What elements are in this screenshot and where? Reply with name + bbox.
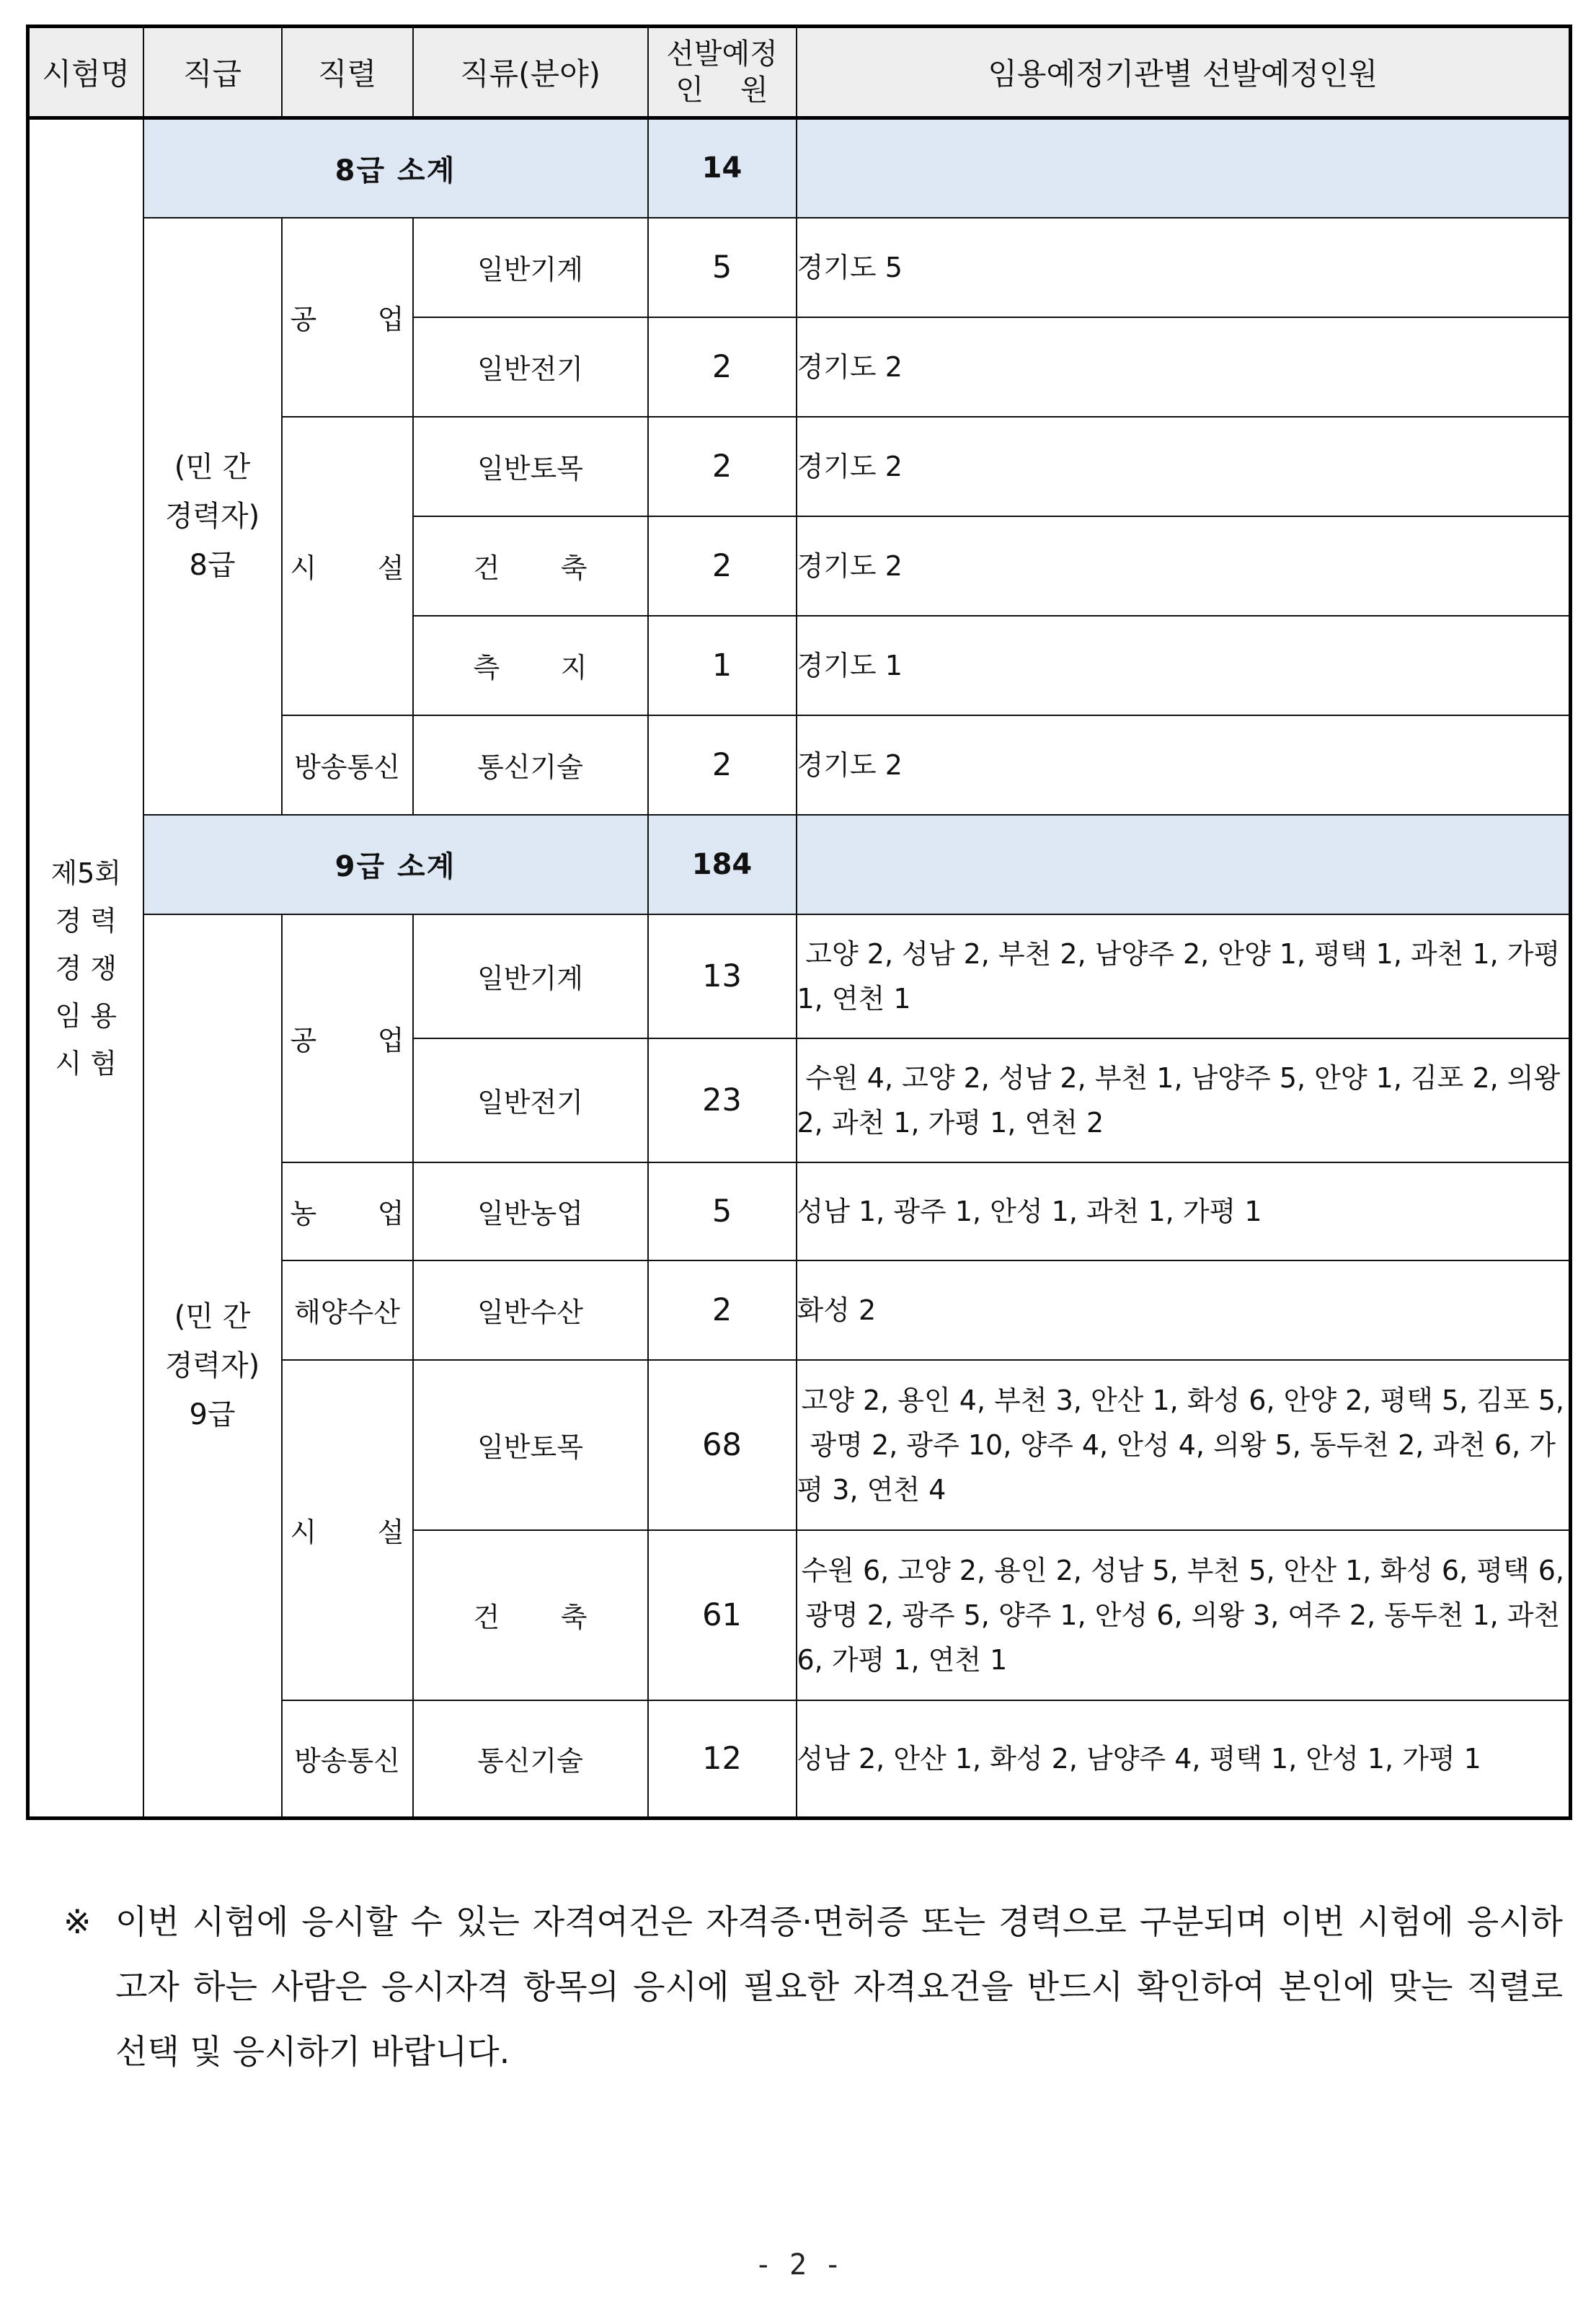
org-cell: 경기도 2 <box>797 516 1571 616</box>
series-cell: 방송통신 <box>282 715 413 815</box>
subtotal-row-grade9 <box>28 815 1571 914</box>
count-cell: 5 <box>648 218 797 317</box>
series-cell: 농 업 <box>282 1162 413 1260</box>
org-cell: 성남 2, 안산 1, 화성 2, 남양주 4, 평택 1, 안성 1, 가평 1 <box>797 1700 1571 1819</box>
exam-name-line: 경 력 <box>55 904 117 937</box>
table-header-row <box>28 27 1571 118</box>
grade-line: 9급 <box>189 1397 236 1431</box>
org-cell: 경기도 2 <box>797 417 1571 516</box>
table-row <box>28 914 1571 1038</box>
grade-cell-9 <box>143 914 282 1819</box>
grade-line: (민 간 <box>174 1299 251 1333</box>
field-cell: 통신기술 <box>413 1700 648 1819</box>
header-exam: 시험명 <box>28 27 143 118</box>
count-cell: 68 <box>648 1360 797 1530</box>
subtotal-org <box>797 118 1571 218</box>
header-series: 직렬 <box>282 27 413 118</box>
notice-text: 이번 시험에 응시할 수 있는 자격여건은 자격증·면허증 또는 경력으로 구분되며 이번 시험에 응시하고자 하는 사람은 응시자격 항목의 응시에 필요한 자격요건을 반드시 확인하여 본인에 맞는 직렬로 선택 및 응시하기 바랍니다. <box>115 1902 1563 2071</box>
org-cell: 고양 2, 성남 2, 부천 2, 남양주 2, 안양 1, 평택 1, 과천 1, 가평 1, 연천 1 <box>797 914 1571 1038</box>
header-grade: 직급 <box>143 27 282 118</box>
count-cell: 13 <box>648 914 797 1038</box>
org-cell: 경기도 5 <box>797 218 1571 317</box>
subtotal-label: 8급 소계 <box>143 118 648 218</box>
header-org: 임용예정기관별 선발예정인원 <box>797 27 1571 118</box>
org-cell: 수원 4, 고양 2, 성남 2, 부천 1, 남양주 5, 안양 1, 김포 2, 의왕 2, 과천 1, 가평 1, 연천 2 <box>797 1038 1571 1162</box>
exam-name-line: 임 용 <box>55 999 117 1032</box>
org-cell: 성남 1, 광주 1, 안성 1, 과천 1, 가평 1 <box>797 1162 1571 1260</box>
series-cell: 시 설 <box>282 1360 413 1700</box>
header-count-line1: 선발예정 <box>666 37 778 71</box>
org-cell: 화성 2 <box>797 1260 1571 1360</box>
recruitment-table <box>26 25 1572 1820</box>
org-cell: 경기도 1 <box>797 616 1571 715</box>
field-cell: 일반전기 <box>413 317 648 417</box>
grade-line: (민 간 <box>174 450 251 484</box>
notice-paragraph <box>63 1889 1563 2084</box>
field-cell: 건 축 <box>413 516 648 616</box>
page-number: - 2 - <box>754 2248 842 2282</box>
header-count-line2: 인 원 <box>675 74 768 107</box>
field-cell: 일반전기 <box>413 1038 648 1162</box>
field-cell: 일반기계 <box>413 218 648 317</box>
subtotal-org <box>797 815 1571 914</box>
count-cell: 5 <box>648 1162 797 1260</box>
field-cell: 일반농업 <box>413 1162 648 1260</box>
table-row <box>28 218 1571 317</box>
org-cell: 수원 6, 고양 2, 용인 2, 성남 5, 부천 5, 안산 1, 화성 6, 평택 6, 광명 2, 광주 5, 양주 1, 안성 6, 의왕 3, 여주 2, 동두천 1, 과천 6, 가평 1, 연천 1 <box>797 1530 1571 1700</box>
field-cell: 측 지 <box>413 616 648 715</box>
series-cell: 공 업 <box>282 218 413 417</box>
exam-name-line: 경 쟁 <box>55 952 117 984</box>
series-cell: 해양수산 <box>282 1260 413 1360</box>
exam-name-line: 제5회 <box>50 857 122 889</box>
series-cell: 시 설 <box>282 417 413 715</box>
subtotal-label: 9급 소계 <box>143 815 648 914</box>
org-cell: 고양 2, 용인 4, 부천 3, 안산 1, 화성 6, 안양 2, 평택 5, 김포 5, 광명 2, 광주 10, 양주 4, 안성 4, 의왕 5, 동두천 2, 과천 6, 가평 3, 연천 4 <box>797 1360 1571 1530</box>
count-cell: 1 <box>648 616 797 715</box>
subtotal-count: 184 <box>648 815 797 914</box>
exam-name-line: 시 험 <box>55 1047 117 1079</box>
subtotal-count: 14 <box>648 118 797 218</box>
grade-cell-8 <box>143 218 282 815</box>
field-cell: 일반기계 <box>413 914 648 1038</box>
subtotal-row-grade8 <box>28 118 1571 218</box>
count-cell: 61 <box>648 1530 797 1700</box>
grade-line: 경력자) <box>164 499 260 533</box>
count-cell: 23 <box>648 1038 797 1162</box>
series-cell: 방송통신 <box>282 1700 413 1819</box>
field-cell: 건 축 <box>413 1530 648 1700</box>
count-cell: 2 <box>648 417 797 516</box>
exam-name-cell <box>28 118 143 1819</box>
notice-mark: ※ <box>63 1902 92 1941</box>
org-cell: 경기도 2 <box>797 317 1571 417</box>
field-cell: 통신기술 <box>413 715 648 815</box>
header-count <box>648 27 797 118</box>
series-cell: 공 업 <box>282 914 413 1162</box>
field-cell: 일반수산 <box>413 1260 648 1360</box>
count-cell: 2 <box>648 1260 797 1360</box>
org-cell: 경기도 2 <box>797 715 1571 815</box>
count-cell: 2 <box>648 715 797 815</box>
field-cell: 일반토목 <box>413 417 648 516</box>
count-cell: 12 <box>648 1700 797 1819</box>
field-cell: 일반토목 <box>413 1360 648 1530</box>
count-cell: 2 <box>648 317 797 417</box>
count-cell: 2 <box>648 516 797 616</box>
grade-line: 8급 <box>189 548 236 582</box>
header-field: 직류(분야) <box>413 27 648 118</box>
grade-line: 경력자) <box>164 1348 260 1382</box>
